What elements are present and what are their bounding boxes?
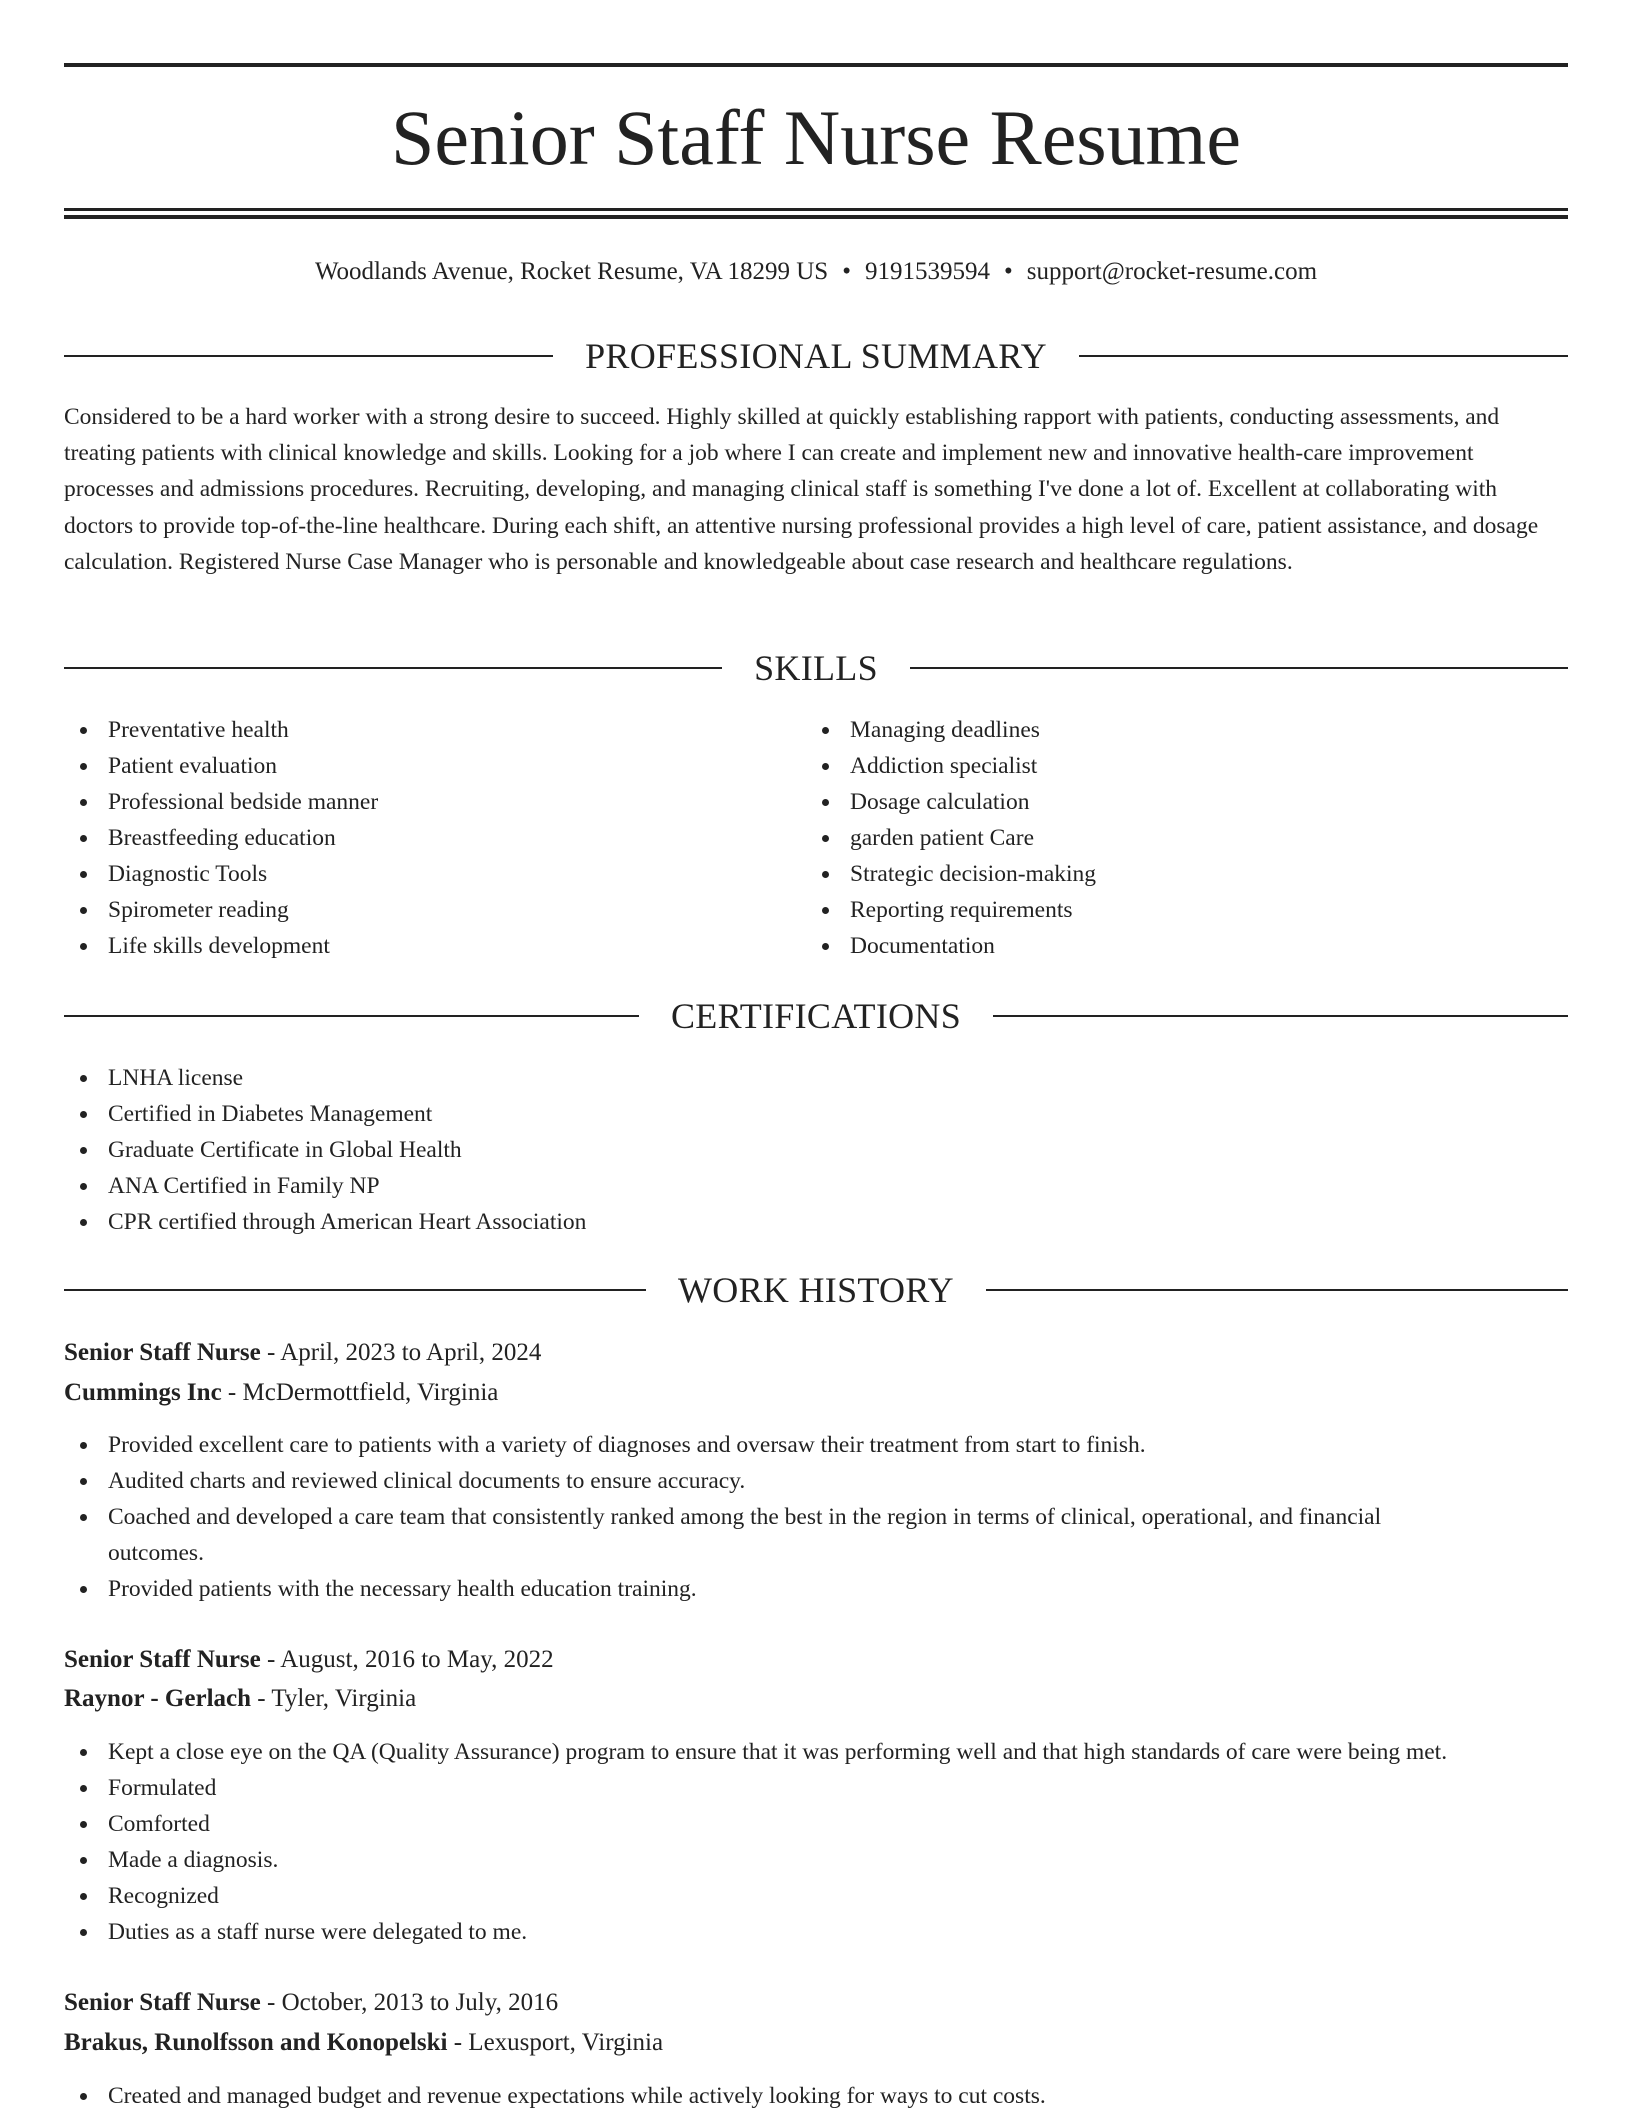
contact-line	[64, 254, 1568, 290]
job-title: Senior Staff Nurse	[64, 1646, 261, 1673]
skill-item: Spirometer reading	[64, 892, 804, 928]
heading-rule	[64, 355, 553, 357]
skill-item: Addiction specialist	[806, 748, 1546, 784]
contact-separator: •	[1003, 258, 1013, 285]
certification-item: Certified in Diabetes Management	[64, 1096, 1568, 1132]
job-company-line	[64, 1374, 1568, 1412]
certification-item: ANA Certified in Family NP	[64, 1168, 1568, 1204]
job-bullet: Duties as a staff nurse were delegated to me.	[64, 1914, 1568, 1950]
skill-item: Patient evaluation	[64, 748, 804, 784]
skill-item: Professional bedside manner	[64, 784, 804, 820]
heading-rule	[993, 1015, 1568, 1017]
job-bullet: Coached and developed a care team that consistently ranked among the best in the region in terms of clinical, operational, and financial outcomes.	[64, 1499, 1568, 1571]
section-title: SKILLS	[754, 648, 878, 688]
top-rule	[64, 63, 1568, 67]
job-location: - Tyler, Virginia	[257, 1685, 417, 1712]
section-heading-work-history	[64, 1268, 1568, 1312]
heading-rule	[1079, 355, 1568, 357]
certification-item: CPR certified through American Heart Association	[64, 1204, 1568, 1240]
title-rule-lower	[64, 215, 1568, 219]
job-company: Cummings Inc	[64, 1379, 222, 1406]
job-company: Raynor - Gerlach	[64, 1685, 252, 1712]
job-bullet: Created and managed budget and revenue expectations while actively looking for ways to cut costs.	[64, 2078, 1568, 2114]
section-heading-certifications	[64, 994, 1568, 1038]
certifications-list	[64, 1060, 1568, 1240]
job-bullet: Provided patients with the necessary health education training.	[64, 1571, 1568, 1607]
skills-list-right	[806, 712, 1546, 964]
job-dates: - October, 2013 to July, 2016	[267, 1989, 559, 2016]
job-title-line	[64, 1334, 1568, 1372]
heading-rule	[64, 667, 722, 669]
job-bullet: Kept a close eye on the QA (Quality Assurance) program to ensure that it was performing well and that high standards of care were being met.	[64, 1734, 1568, 1770]
skills-list-left	[64, 712, 804, 964]
section-title: CERTIFICATIONS	[670, 996, 962, 1036]
certification-item: LNHA license	[64, 1060, 1568, 1096]
heading-rule	[986, 1289, 1568, 1291]
job-bullet: Comforted	[64, 1806, 1568, 1842]
job-bullets	[64, 2078, 1568, 2114]
job-company-line	[64, 2024, 1568, 2062]
section-title: PROFESSIONAL SUMMARY	[585, 336, 1047, 376]
skill-item: Reporting requirements	[806, 892, 1546, 928]
job-location: - McDermottfield, Virginia	[227, 1379, 499, 1406]
job-title: Senior Staff Nurse	[64, 1989, 261, 2016]
contact-address: Woodlands Avenue, Rocket Resume, VA 18299 US	[314, 258, 829, 285]
heading-rule	[64, 1015, 639, 1017]
job-bullet: Recognized	[64, 1878, 1568, 1914]
skill-item: Managing deadlines	[806, 712, 1546, 748]
job-title-line	[64, 1641, 1568, 1679]
job-title-line	[64, 1984, 1568, 2022]
skill-item: Documentation	[806, 928, 1546, 964]
job-company-line	[64, 1680, 1568, 1718]
contact-phone: 9191539594	[864, 258, 990, 285]
job-dates: - April, 2023 to April, 2024	[267, 1339, 542, 1366]
section-title: WORK HISTORY	[678, 1270, 954, 1310]
job-title: Senior Staff Nurse	[64, 1339, 261, 1366]
section-heading-skills	[64, 646, 1568, 690]
job-dates: - August, 2016 to May, 2022	[267, 1646, 554, 1673]
job-bullet: Made a diagnosis.	[64, 1842, 1568, 1878]
job-location: - Lexusport, Virginia	[453, 2029, 664, 2056]
heading-rule	[64, 1289, 646, 1291]
skill-item: Diagnostic Tools	[64, 856, 804, 892]
section-heading-summary	[64, 334, 1568, 378]
certification-item: Graduate Certificate in Global Health	[64, 1132, 1568, 1168]
skill-item: Strategic decision-making	[806, 856, 1546, 892]
summary-text: Considered to be a hard worker with a strong desire to succeed. Highly skilled at quickly establishing rapport with patients, conducting assessments, and treating patients with clinical knowledge and skills. Looking for a job where I can create and implement new and innovative health-care improvement processes and admissions procedures. Recruiting, developing, and managing clinical staff is something I've done a lot of. Excellent at collaborating with doctors to provide top-of-the-line healthcare. During each shift, an attentive nursing professional provides a high level of care, patient assistance, and dosage calculation. Registered Nurse Case Manager who is personable and knowledgeable about case research and healthcare regulations.	[64, 404, 1539, 575]
heading-rule	[910, 667, 1568, 669]
resume-title: Senior Staff Nurse Resume	[391, 94, 1241, 181]
job-bullet: Audited charts and reviewed clinical documents to ensure accuracy.	[64, 1463, 1568, 1499]
skill-item: Preventative health	[64, 712, 804, 748]
contact-separator: •	[842, 258, 851, 285]
job-bullets	[64, 1734, 1568, 1950]
title-rule-upper	[64, 208, 1568, 211]
contact-email: support@rocket-resume.com	[1026, 258, 1318, 285]
job-company: Brakus, Runolfsson and Konopelski	[64, 2029, 448, 2056]
skill-item: Dosage calculation	[806, 784, 1546, 820]
job-bullet: Provided excellent care to patients with a variety of diagnoses and oversaw their treatment from start to finish.	[64, 1427, 1568, 1463]
skill-item: garden patient Care	[806, 820, 1546, 856]
job-bullet: Formulated	[64, 1770, 1568, 1806]
skill-item: Breastfeeding education	[64, 820, 804, 856]
skill-item: Life skills development	[64, 928, 804, 964]
job-bullets	[64, 1427, 1568, 1607]
